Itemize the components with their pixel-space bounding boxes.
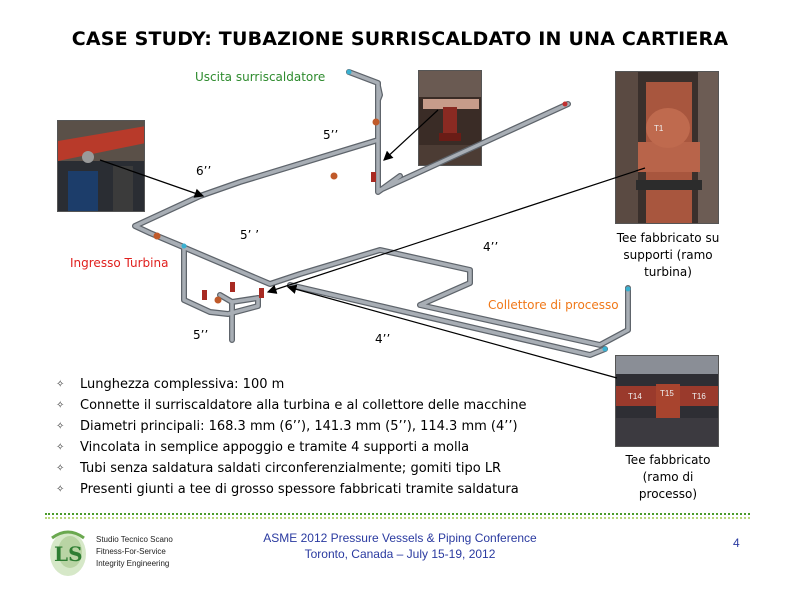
end-marker bbox=[626, 287, 631, 292]
page-number: 4 bbox=[733, 536, 740, 550]
bullet-icon: ✧ bbox=[56, 400, 65, 411]
conference-location: Toronto, Canada – July 15-19, 2012 bbox=[304, 547, 496, 561]
spring-support bbox=[202, 290, 207, 300]
spring-support bbox=[371, 172, 376, 182]
label-ingresso-turbina: Ingresso Turbina bbox=[70, 256, 169, 270]
caption-tee-turbina: Tee fabbricato su supporti (ramo turbina) bbox=[616, 231, 720, 279]
photo-label-t14: T14 bbox=[628, 392, 642, 401]
label-diameter-5-bottom: 5’’ bbox=[193, 328, 209, 342]
list-item: ✧ Connette il surriscaldatore alla turbina e al collettore delle macchine bbox=[56, 395, 527, 416]
callout-arrow-tee-turbina bbox=[268, 168, 645, 292]
page-title: CASE STUDY: TUBAZIONE SURRISCALDATO IN UNA CARTIERA bbox=[71, 28, 729, 50]
bullet-icon: ✧ bbox=[56, 421, 65, 432]
org-name: Studio Tecnico Scano Fitness-For-Service Integrity Engineering bbox=[96, 535, 173, 568]
label-diameter-5-mid: 5’ ’ bbox=[240, 228, 260, 242]
footer-divider bbox=[45, 513, 750, 516]
support-marker bbox=[331, 173, 338, 180]
end-marker bbox=[347, 70, 352, 75]
callout-arrow-left bbox=[100, 160, 203, 196]
label-collettore-processo: Collettore di processo bbox=[488, 298, 619, 312]
bullet-icon: ✧ bbox=[56, 442, 65, 453]
label-diameter-4-bottom: 4’’ bbox=[375, 332, 391, 346]
bullet-icon: ✧ bbox=[56, 484, 65, 495]
list-item: ✧ Diametri principali: 168.3 mm (6’’), 141.3 mm (5’’), 114.3 mm (4’’) bbox=[56, 416, 527, 437]
footer-divider-secondary bbox=[45, 517, 750, 520]
photo-label-t15: T15 bbox=[660, 389, 674, 398]
label-diameter-6: 6’’ bbox=[196, 164, 212, 178]
list-item: ✧ Presenti giunti a tee di grosso spessore fabbricati tramite saldatura bbox=[56, 479, 527, 500]
list-item: ✧ Vincolata in semplice appoggio e tramite 4 supporti a molla bbox=[56, 437, 527, 458]
list-item: ✧ Lunghezza complessiva: 100 m bbox=[56, 374, 527, 395]
list-item: ✧ Tubi senza saldatura saldati circonferenzialmente; gomiti tipo LR bbox=[56, 458, 527, 479]
support-marker bbox=[373, 119, 380, 126]
label-diameter-4-right: 4’’ bbox=[483, 240, 499, 254]
logo-initials: LS bbox=[54, 542, 83, 566]
end-marker bbox=[603, 347, 608, 352]
label-uscita-surriscaldatore: Uscita surriscaldatore bbox=[195, 70, 326, 84]
bullet-icon: ✧ bbox=[56, 463, 65, 474]
photo-label-t1: T1 bbox=[654, 124, 664, 133]
support-marker bbox=[154, 233, 161, 240]
photo-label-t16: T16 bbox=[692, 392, 706, 401]
bullet-list bbox=[56, 374, 527, 500]
bullet-icon: ✧ bbox=[56, 379, 65, 390]
label-diameter-5-top: 5’’ bbox=[323, 128, 339, 142]
callout-arrow-spring bbox=[384, 110, 438, 160]
support-marker bbox=[215, 297, 222, 304]
conference-info bbox=[210, 530, 590, 562]
spring-support bbox=[230, 282, 235, 292]
end-marker bbox=[563, 102, 568, 107]
conference-title: ASME 2012 Pressure Vessels & Piping Conference bbox=[263, 531, 537, 545]
spring-support bbox=[259, 288, 264, 298]
end-marker bbox=[182, 244, 187, 249]
caption-tee-processo: Tee fabbricato (ramo di processo) bbox=[625, 453, 711, 501]
logo-icon bbox=[44, 528, 92, 578]
